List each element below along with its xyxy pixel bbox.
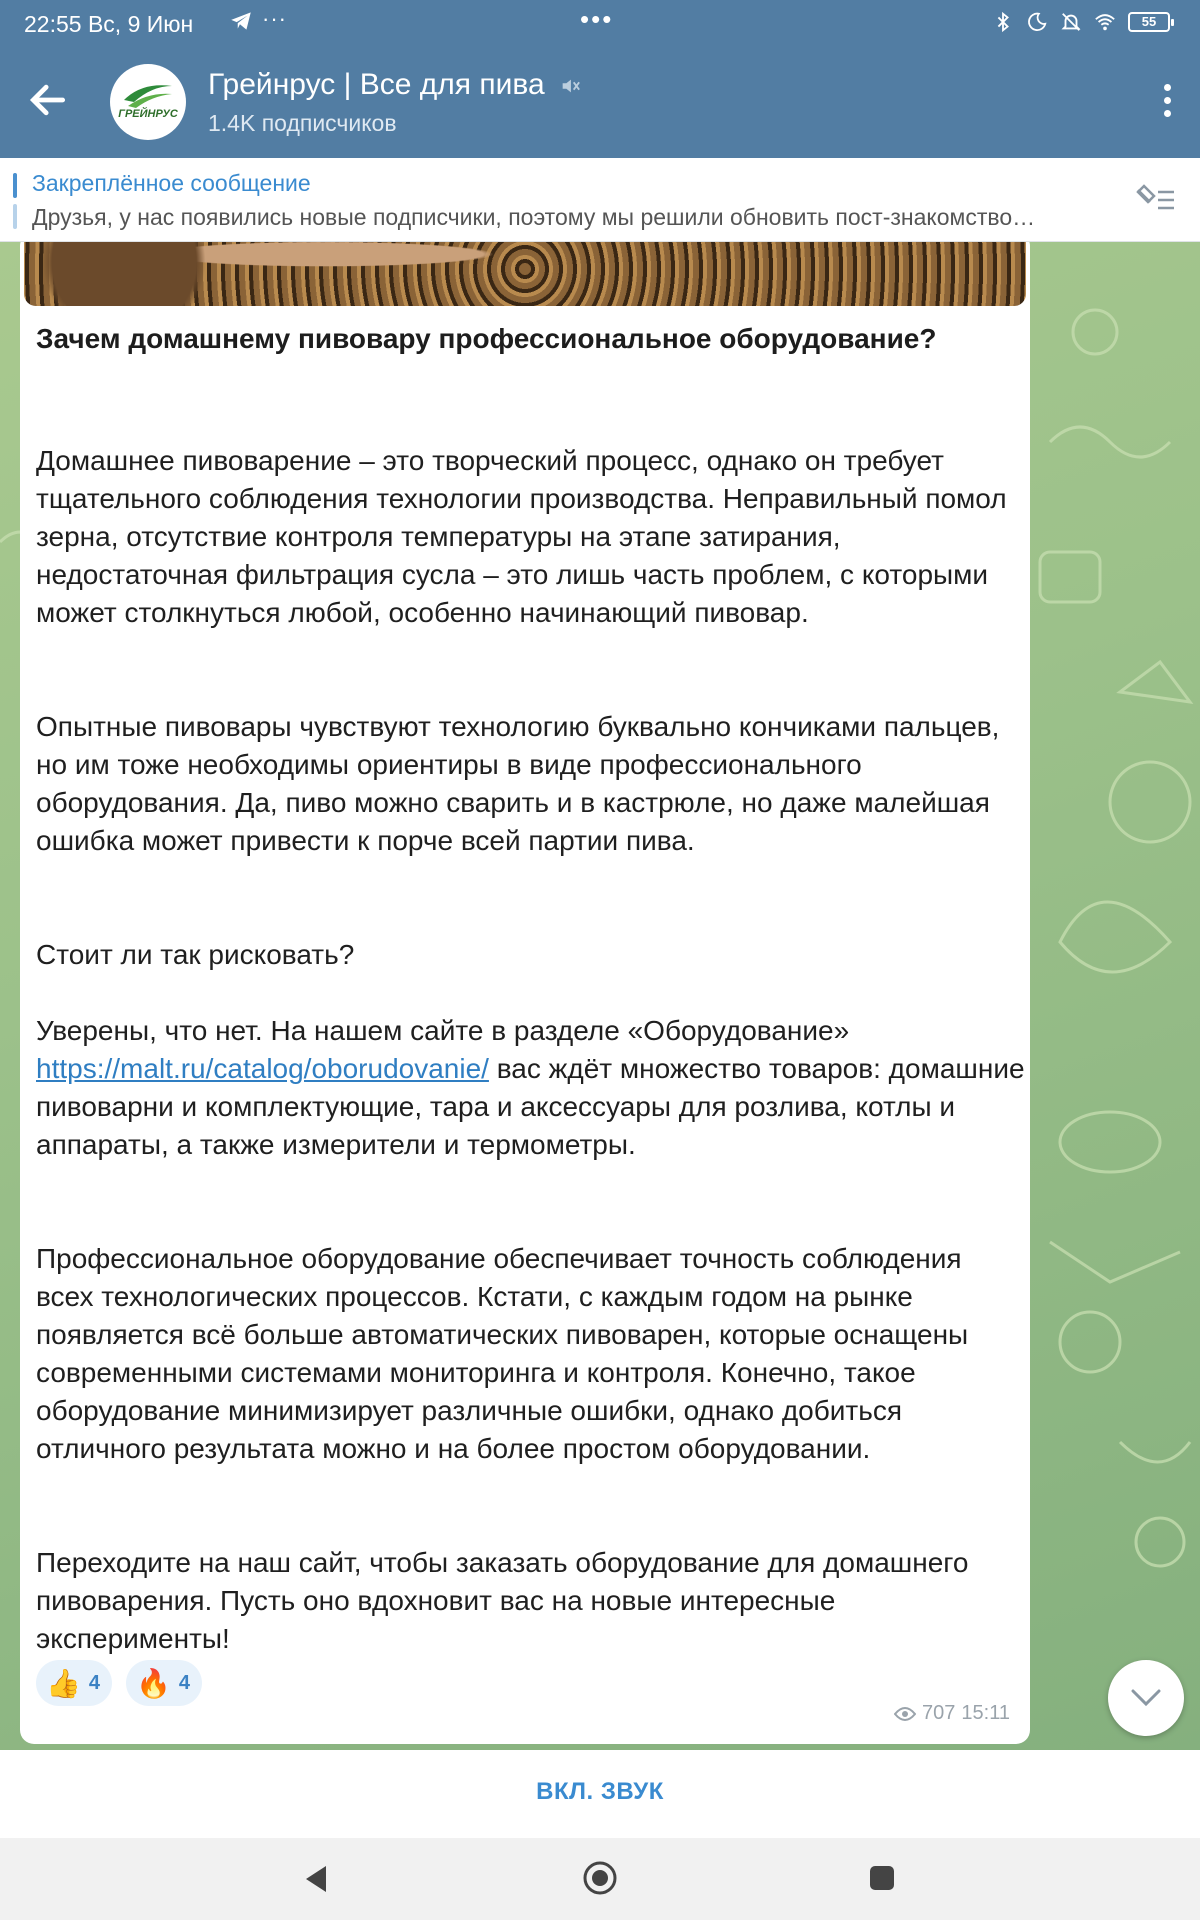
pinned-title: Закреплённое сообщение xyxy=(32,170,311,196)
reaction-thumbs-up[interactable] xyxy=(36,1660,112,1706)
do-not-disturb-icon xyxy=(1026,11,1048,33)
post-paragraph-3: Стоит ли так рисковать? xyxy=(36,939,355,970)
post-photo[interactable] xyxy=(24,242,1026,306)
reaction-count: 4 xyxy=(88,1671,100,1694)
bluetooth-icon xyxy=(992,11,1014,33)
equipment-catalog-link[interactable]: https://malt.ru/catalog/oborudovanie/ xyxy=(36,1053,489,1084)
pinned-text: Друзья, у нас появились новые подписчики, поэтому мы решили обновить пост-знакомство… xyxy=(32,204,1036,230)
muted-bell-icon xyxy=(1060,11,1082,33)
subscriber-count: 1.4K подписчиков xyxy=(208,110,397,136)
post-time: 15:11 xyxy=(961,1702,1010,1724)
post-meta xyxy=(894,1702,1010,1725)
window-handle-icon[interactable]: ••• xyxy=(580,4,614,34)
status-icons xyxy=(992,11,1170,33)
post-title: Зачем домашнему пивовару профессиональное оборудование? xyxy=(36,323,937,354)
channel-post[interactable] xyxy=(20,242,1030,1744)
pinned-list-icon[interactable] xyxy=(1134,180,1178,220)
views-eye-icon xyxy=(894,1706,916,1722)
bottom-bar xyxy=(0,1750,1200,1838)
nav-home-icon[interactable] xyxy=(582,1860,618,1896)
post-paragraph-4 xyxy=(36,1012,1026,1164)
fire-icon: 🔥 xyxy=(136,1667,171,1699)
status-date: Вс, 9 Июн xyxy=(87,11,194,37)
channel-title[interactable] xyxy=(208,68,581,102)
reaction-fire[interactable] xyxy=(126,1660,202,1706)
reactions xyxy=(36,1660,202,1706)
overflow-menu-icon[interactable] xyxy=(1164,84,1172,118)
unmute-button[interactable]: ВКЛ. ЗВУК xyxy=(536,1778,664,1805)
back-arrow-icon[interactable] xyxy=(26,78,70,122)
muted-speaker-icon xyxy=(559,75,581,97)
nav-back-icon[interactable] xyxy=(302,1864,330,1894)
post-paragraph-1: Домашнее пивоварение – это творческий процесс, однако он требует тщательного соблюдения технологии производства. Неправильный помол зерна, отсутствие контроля температуры на этапе затирания, недостаточная фильтрация сусла – это лишь часть проблем, с которыми может столкнуться любой, особенно начинающий пивовар. xyxy=(36,445,1007,628)
view-count: 707 xyxy=(922,1702,956,1724)
post-paragraph-4-tail: вас ждёт множество товаров: домашние пивоварни и комплектующие, тара и аксессуары для розлива, котлы и аппараты, а также измерители и термометры. xyxy=(36,1053,1025,1160)
scroll-down-button[interactable] xyxy=(1108,1660,1184,1736)
avatar-logo-text: ГРЕЙНРУС xyxy=(118,108,178,120)
post-paragraph-6: Переходите на наш сайт, чтобы заказать оборудование для домашнего пивоварения. Пусть оно вдохновит вас на новые интересные эксперименты! xyxy=(36,1547,969,1654)
status-bar xyxy=(0,0,1200,48)
nav-recents-icon[interactable] xyxy=(868,1864,896,1892)
status-clock: 22:55 xyxy=(24,11,82,37)
thumbs-up-icon: 👍 xyxy=(46,1667,81,1699)
reaction-count: 4 xyxy=(178,1671,190,1694)
channel-title-text: Грейнрус | Все для пива xyxy=(208,68,545,101)
wifi-icon xyxy=(1094,11,1116,33)
post-paragraph-2: Опытные пивовары чувствуют технологию буквально кончиками пальцев, но им тоже необходимы ориентиры в виде профессионального оборудования. Да, пиво можно сварить и в кастрюле, но даже малейшая ошибка может привести к порче всей партии пива. xyxy=(36,711,1000,856)
post-paragraph-5: Профессиональное оборудование обеспечивает точность соблюдения всех технологических процессов. Кстати, с каждым годом на рынке появляется всё больше автоматических пивоварен, которые оснащены современными системами мониторинга и контроля. Конечно, такое оборудование минимизирует различные ошибки, однако добиться отличного результата можно и на более простом оборудовании. xyxy=(36,1243,969,1464)
app-bar xyxy=(0,0,1200,158)
battery-icon: 55 xyxy=(1128,12,1170,32)
telegram-notification-icon xyxy=(228,8,254,34)
chevron-down-icon xyxy=(1130,1686,1162,1710)
system-nav-bar xyxy=(0,1838,1200,1920)
chat-area[interactable] xyxy=(0,242,1200,1750)
post-paragraph-4-lead: Уверены, что нет. На нашем сайте в разделе «Оборудование» xyxy=(36,1015,850,1046)
more-notifications-icon: ··· xyxy=(262,6,287,31)
pinned-indicator xyxy=(13,173,17,229)
channel-avatar[interactable] xyxy=(110,64,186,140)
status-time xyxy=(24,11,193,38)
pinned-message-bar[interactable] xyxy=(0,158,1200,242)
logo-leaves-icon xyxy=(122,78,174,108)
